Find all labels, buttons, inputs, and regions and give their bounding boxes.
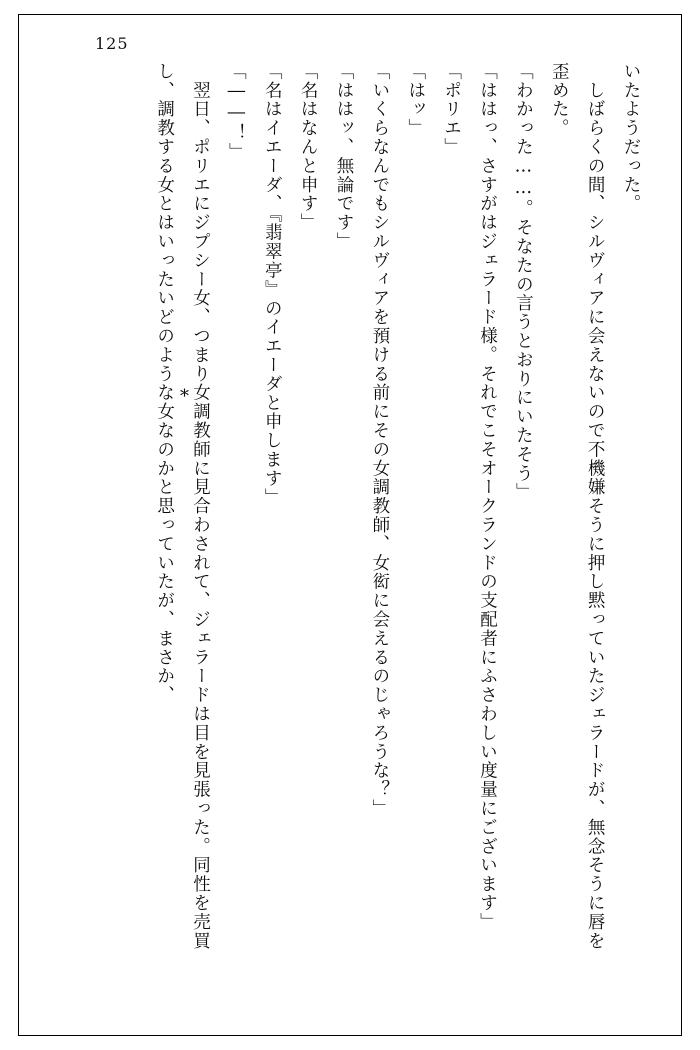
text-line: 「ははっ、さすがはジェラード様。それでこそオークランドの支配者にふさわしい度量にございます」	[477, 62, 498, 932]
page-number: 125	[95, 34, 129, 53]
text-line: 「ははッ、無論です」	[334, 62, 354, 251]
text-line: しばらくの間、シルヴィアに会えないので不機嫌そうに押し黙っていたジェラードが、無念そうに唇を歪めた。	[549, 62, 606, 951]
text-line-emphasis: 「名はイエーダ、『翡翠亭』のイエーダと申します」	[262, 62, 283, 507]
page-body-text	[78, 62, 648, 962]
text-line: いたようだった。	[621, 62, 641, 214]
scene-break-marker: *	[180, 386, 189, 407]
text-line: 「名はなんと申す」	[298, 62, 319, 233]
text-line: 「わかった……。そなたの言うとおりにいたそう」	[513, 62, 534, 502]
text-line: 「いくらなんでもシルヴィアを預ける前にその女調教師、女衒に会えるのじゃろうな？」	[369, 62, 390, 818]
text-line: 「はッ」	[405, 62, 426, 138]
text-line: 「ポリエ」	[441, 62, 462, 157]
text-line: 「――！」	[226, 62, 247, 162]
text-line: 翌日、ポリエにジプシー女、つまり女調教師に見合わされて、ジェラードは目を見張った。同性を売買し、調教する女とはいったいどのような女なのかと思っていたが、まさか、	[154, 62, 211, 951]
